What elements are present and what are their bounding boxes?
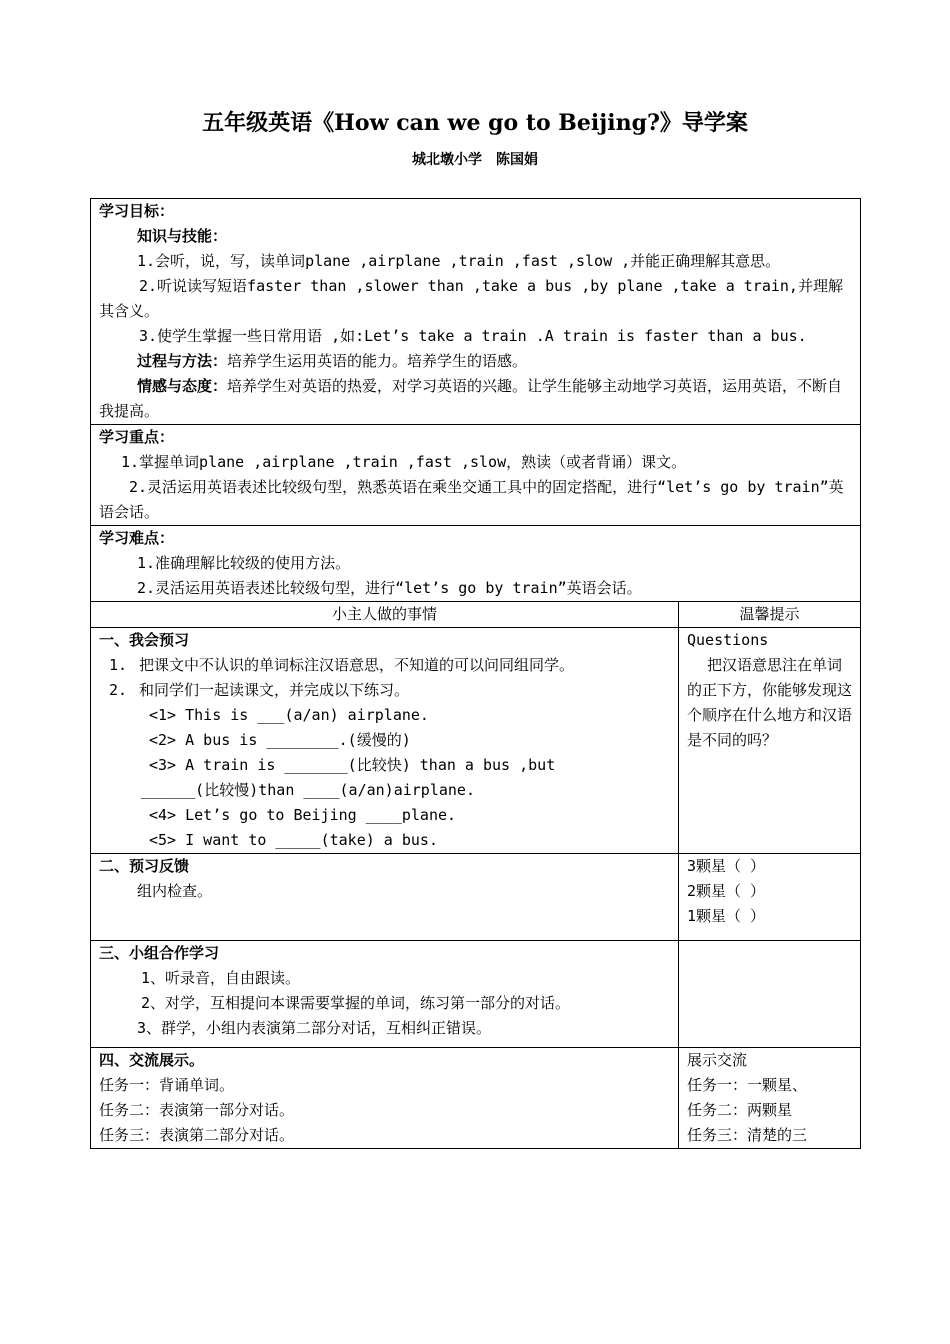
show-rating-title: 展示交流 (687, 1051, 748, 1069)
exercise-4: <4> Let’s go to Beijing ____plane. (149, 806, 457, 824)
feedback-cell (91, 854, 679, 941)
preview-tip-cell (679, 628, 861, 854)
feedback-heading: 二、预习反馈 (99, 857, 190, 875)
key-points-heading: 学习重点： (99, 428, 175, 446)
show-task-3: 任务三：表演第二部分对话。 (99, 1126, 295, 1144)
preview-item-1-number: 1. (109, 656, 128, 674)
group-row (91, 941, 861, 1048)
star-rating-1: 1颗星（ ） (687, 907, 766, 925)
knowledge-item-2: 2.听说读写短语faster than ,slower than ,take a bus ,by plane ,take a train,并理解其含义。 (99, 277, 843, 320)
process-label: 过程与方法： (137, 352, 228, 370)
attitude-text: 培养学生对英语的热爱，对学习英语的兴趣。让学生能够主动地学习英语，运用英语，不断自我提高。 (99, 377, 843, 420)
column-header-left: 小主人做的事情 (91, 602, 679, 628)
process-text: 培养学生运用英语的能力。培养学生的语感。 (227, 352, 528, 370)
group-step-2: 2、对学，互相提问本课需要掌握的单词，练习第一部分的对话。 (141, 994, 571, 1012)
star-rating-3: 3颗星（ ） (687, 857, 766, 875)
group-heading: 三、小组合作学习 (99, 944, 220, 962)
knowledge-label: 知识与技能： (137, 227, 228, 245)
show-task-1: 任务一：背诵单词。 (99, 1076, 235, 1094)
document-author: 城北墩小学 陈国娟 (412, 152, 538, 168)
objectives-cell (91, 199, 861, 425)
key-point-2: 2.灵活运用英语表述比较级句型，熟悉英语在乘坐交通工具中的固定搭配，进行“let’s go by train”英语会话。 (99, 478, 844, 521)
preview-row (91, 628, 861, 854)
preview-cell (91, 628, 679, 854)
attitude-label: 情感与态度： (137, 377, 228, 395)
exercise-5: <5> I want to _____(take) a bus. (149, 831, 438, 849)
exercise-3-part-2: ______(比较慢)than ____(a/an)airplane. (141, 781, 475, 799)
preview-item-1-text: 把课文中不认识的单词标注汉语意思，不知道的可以问同组同学。 (139, 656, 575, 674)
preview-item-1 (99, 653, 670, 678)
process-line (99, 349, 852, 374)
show-rating-1: 任务一：一颗星、 (687, 1076, 808, 1094)
exercise-3-part-1: <3> A train is _______(比较快) than a bus ,but (149, 756, 556, 774)
key-points-row (91, 425, 861, 526)
preview-item-2-text: 和同学们一起读课文，并完成以下练习。 (139, 681, 410, 699)
show-heading: 四、交流展示。 (99, 1051, 205, 1069)
preview-item-2-number: 2. (109, 681, 128, 699)
show-row (91, 1048, 861, 1149)
difficulties-heading: 学习难点： (99, 529, 175, 547)
knowledge-item-1: 1.会听，说，写，读单词plane ,airplane ,train ,fast ,slow ,并能正确理解其意思。 (137, 252, 781, 270)
column-header-row (91, 602, 861, 628)
difficulty-2: 2.灵活运用英语表述比较级句型，进行“let’s go by train”英语会话。 (137, 579, 642, 597)
key-point-1: 1.掌握单词plane ,airplane ,train ,fast ,slow，熟读（或者背诵）课文。 (121, 453, 687, 471)
show-task-2: 任务二：表演第一部分对话。 (99, 1101, 295, 1119)
attitude-line (99, 374, 852, 424)
star-rating-2: 2颗星（ ） (687, 882, 766, 900)
column-header-right: 温馨提示 (679, 602, 861, 628)
group-tip-cell (679, 941, 861, 1048)
key-points-cell (91, 425, 861, 526)
show-rating-2: 任务二：两颗星 (687, 1101, 793, 1119)
exercise-1: <1> This is ___(a/an) airplane. (149, 706, 429, 724)
knowledge-item-3: 3.使学生掌握一些日常用语 ,如:Let’s take a train .A train is faster than a bus. (139, 327, 807, 345)
difficulty-1: 1.准确理解比较级的使用方法。 (137, 554, 351, 572)
tip-title: Questions (687, 631, 769, 649)
objectives-heading: 学习目标： (99, 202, 175, 220)
group-step-1: 1、听录音，自由跟读。 (141, 969, 301, 987)
tip-text: 把汉语意思注在单词的正下方，你能够发现这个顺序在什么地方和汉语是不同的吗？ (687, 656, 853, 749)
show-rating-3: 任务三：清楚的三 (687, 1126, 808, 1144)
difficulties-row (91, 526, 861, 602)
star-rating-cell (679, 854, 861, 941)
preview-heading: 一、我会预习 (99, 631, 190, 649)
objectives-row (91, 199, 861, 425)
exercise-2: <2> A bus is ________.(缓慢的) (149, 731, 411, 749)
show-cell (91, 1048, 679, 1149)
difficulties-cell (91, 526, 861, 602)
feedback-row (91, 854, 861, 941)
group-step-3: 3、群学，小组内表演第二部分对话，互相纠正错误。 (137, 1019, 492, 1037)
feedback-text: 组内检查。 (137, 882, 213, 900)
group-cell (91, 941, 679, 1048)
show-rating-cell (679, 1048, 861, 1149)
document-title: 五年级英语《How can we go to Beijing?》导学案 (202, 110, 748, 136)
preview-item-2 (99, 678, 670, 703)
study-plan-table (90, 198, 861, 1149)
